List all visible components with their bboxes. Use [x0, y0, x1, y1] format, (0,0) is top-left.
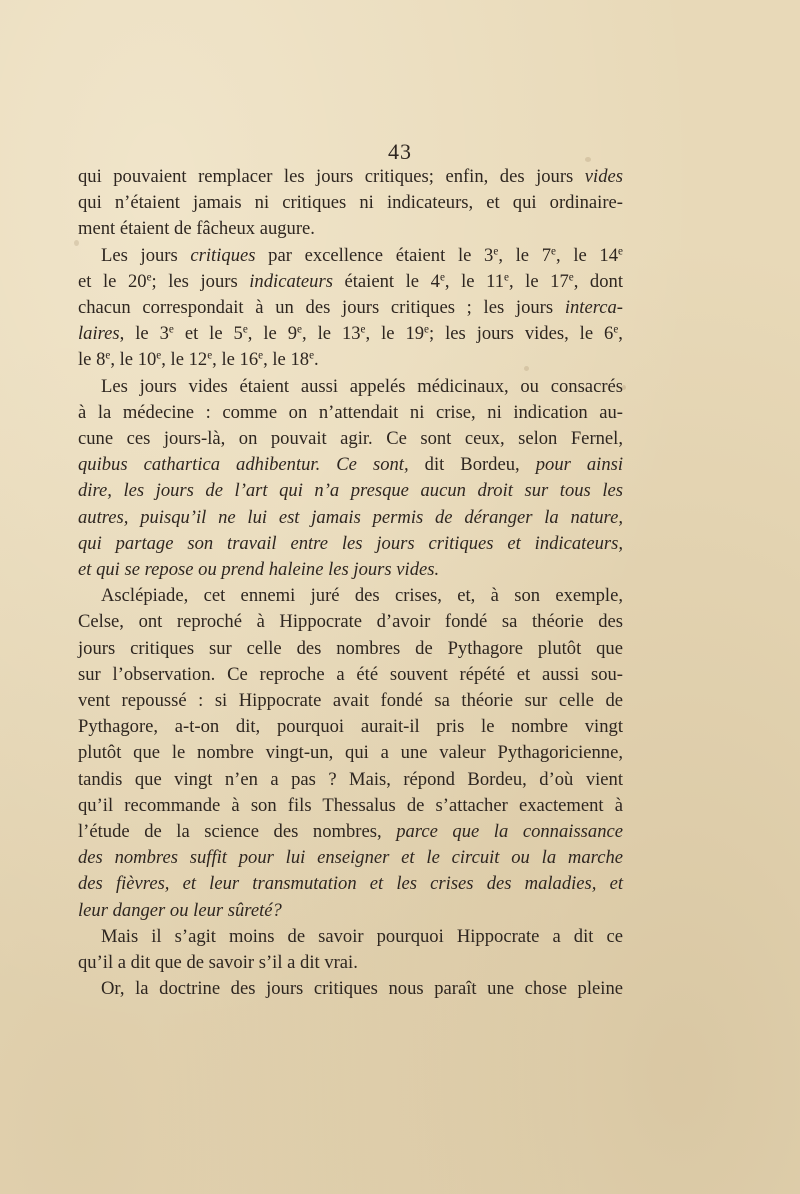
text-line: qui partage son travail entre les jours critiques et indicateurs,	[78, 532, 623, 554]
body-text	[78, 164, 623, 1003]
text-line: à la médecine : comme on n’attendait ni crise, ni indication au-	[78, 401, 623, 423]
text-line: des fièvres, et leur transmutation et les crises des maladies, et	[78, 873, 623, 895]
page-number: 43	[388, 139, 412, 164]
text-line: Asclépiade, cet ennemi juré des crises, et, à son exemple,	[101, 585, 623, 607]
text-line: quibus cathartica adhibentur. Ce sont, dit Bordeu, pour ainsi	[78, 454, 624, 476]
paragraph	[78, 924, 623, 976]
text-line: qui n’étaient jamais ni critiques ni indicateurs, et qui ordinaire-	[78, 192, 623, 214]
text-line: et qui se repose ou prend haleine les jours vides.	[78, 559, 440, 581]
text-line: cune ces jours-là, on pouvait agir. Ce sont ceux, selon Fernel,	[78, 428, 623, 450]
paragraph	[78, 164, 623, 243]
paragraph	[78, 374, 623, 584]
paragraph	[78, 583, 623, 924]
text-line: qui pouvaient remplacer les jours critiques; enfin, des jours vides	[78, 166, 624, 187]
text-line: autres, puisqu’il ne lui est jamais permis de déranger la nature,	[78, 506, 623, 528]
text-line: Celse, ont reproché à Hippocrate d’avoir fondé sa théorie des	[78, 611, 623, 633]
paragraph	[78, 976, 623, 1002]
text-line: ment étaient de fâcheux augure.	[78, 218, 315, 240]
text-line: des nombres suffit pour lui enseigner et le circuit ou la marche	[78, 847, 623, 869]
text-line: tandis que vingt n’en a pas ? Mais, répond Bordeu, d’où vient	[78, 768, 623, 790]
text-line: Mais il s’agit moins de savoir pourquoi Hippocrate a dit ce	[101, 925, 623, 947]
text-line: l’étude de la science des nombres, parce que la connaissance	[78, 821, 624, 843]
text-line: chacun correspondait à un des jours critiques ; les jours interca-	[78, 297, 623, 319]
text-line: Les jours vides étaient aussi appelés médicinaux, ou consacrés	[101, 375, 623, 397]
text-line: Or, la doctrine des jours critiques nous paraît une chose pleine	[101, 978, 623, 1000]
text-line: sur l’observation. Ce reproche a été souvent répété et aussi sou-	[78, 663, 623, 685]
text-line: leur danger ou leur sûreté?	[78, 899, 282, 921]
text-line: Pythagore, a-t-on dit, pourquoi aurait-il pris le nombre vingt	[78, 716, 623, 738]
text-line: Les jours critiques par excellence étaient le 3e, le 7e, le 14e	[101, 244, 623, 266]
text-line: laires, le 3e et le 5e, le 9e, le 13e, le 19e; les jours vides, le 6e,	[78, 323, 623, 345]
text-line: vent repoussé : si Hippocrate avait fondé sa théorie sur celle de	[78, 690, 623, 712]
text-line: dire, les jours de l’art qui n’a presque aucun droit sur tous les	[78, 480, 623, 502]
paragraph	[78, 243, 623, 374]
text-line: plutôt que le nombre vingt-un, qui a une valeur Pythagoricienne,	[78, 742, 623, 764]
text-line: jours critiques sur celle des nombres de Pythagore plutôt que	[78, 637, 623, 659]
text-line: et le 20e; les jours indicateurs étaient le 4e, le 11e, le 17e, dont	[78, 270, 623, 292]
text-line: le 8e, le 10e, le 12e, le 16e, le 18e.	[78, 349, 319, 371]
text-line: qu’il recommande à son fils Thessalus de s’attacher exactement à	[78, 794, 623, 816]
text-line: qu’il a dit que de savoir s’il a dit vrai.	[78, 952, 358, 974]
